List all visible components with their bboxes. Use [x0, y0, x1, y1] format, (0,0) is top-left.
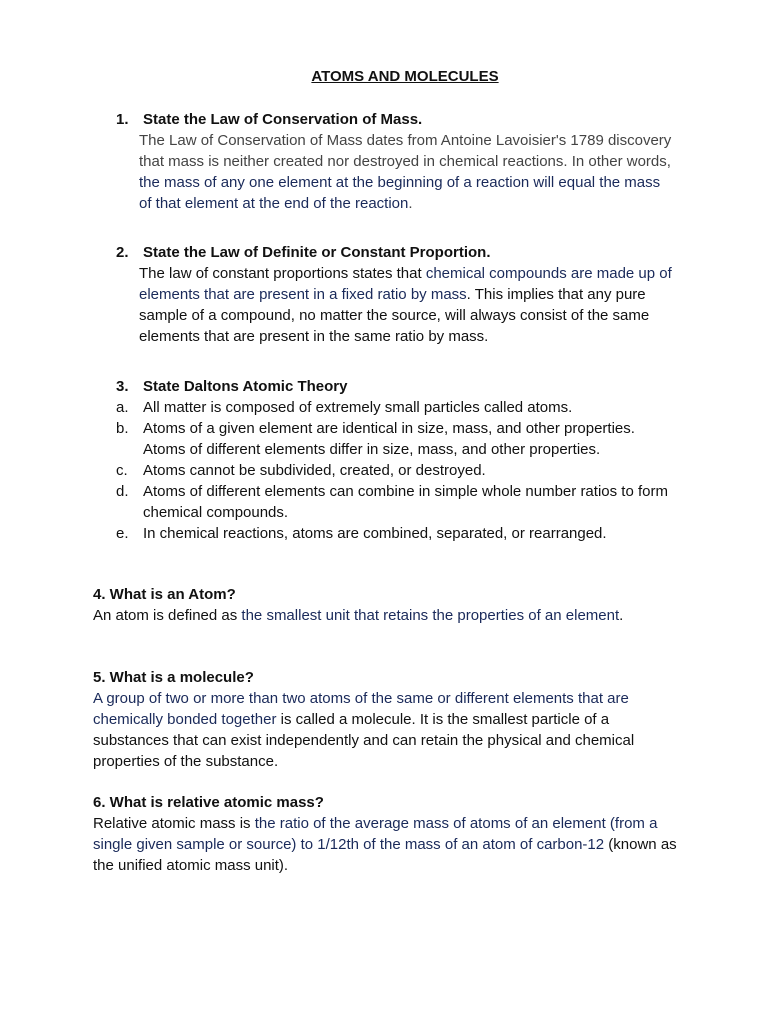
q6-heading: 6. What is relative atomic mass? [93, 794, 324, 811]
question-5 [93, 667, 683, 772]
question-3 [116, 376, 676, 544]
q3-heading: State Daltons Atomic Theory [143, 378, 348, 395]
question-6 [93, 792, 678, 876]
q4-answer: An atom is defined as the smallest unit that retains the properties of an element. [93, 607, 624, 624]
question-2 [116, 242, 676, 347]
q2-heading: State the Law of Definite or Constant Proportion. [143, 244, 491, 261]
q4-heading: 4. What is an Atom? [93, 586, 236, 603]
q1-heading: State the Law of Conservation of Mass. [143, 111, 423, 128]
q5-answer: A group of two or more than two atoms of the same or different elements that are chemically bonded together is called a molecule. It is the smallest particle of a substances that can exist independently and can retain the physical and chemical properties of the substance. [93, 690, 635, 770]
q2-number: 2. [116, 244, 129, 261]
q2-answer: The law of constant proportions states that chemical compounds are made up of elements that are present in a fixed ratio by mass. This implies that any pure sample of a compound, no matter the source, will always consist of the same elements that are present in the same ratio by mass. [139, 265, 672, 345]
question-4 [93, 584, 678, 626]
list-item: c. Atoms cannot be subdivided, created, or destroyed. [116, 462, 486, 479]
q1-answer: The Law of Conservation of Mass dates from Antoine Lavoisier's 1789 discovery that mass is neither created nor destroyed in chemical reactions. In other words, the mass of any one element at the beginning of a reaction will equal the mass of that element at the end of the reaction. [139, 132, 672, 212]
q5-heading: 5. What is a molecule? [93, 669, 254, 686]
q1-number: 1. [116, 111, 129, 128]
list-item: e. In chemical reactions, atoms are combined, separated, or rearranged. [116, 525, 607, 542]
question-1 [116, 109, 676, 214]
list-item: d. Atoms of different elements can combine in simple whole number ratios to form chemical compounds. [116, 483, 668, 521]
list-item: b. Atoms of a given element are identical in size, mass, and other properties. Atoms of different elements differ in size, mass, and other properties. [116, 420, 635, 458]
list-item: a. All matter is composed of extremely small particles called atoms. [116, 399, 573, 416]
page-title: ATOMS AND MOLECULES [311, 68, 499, 85]
q3-number: 3. [116, 378, 129, 395]
q6-answer: Relative atomic mass is the ratio of the average mass of atoms of an element (from a single given sample or source) to 1/12th of the mass of an atom of carbon-12 (known as the unified atomic mass unit). [93, 815, 677, 874]
